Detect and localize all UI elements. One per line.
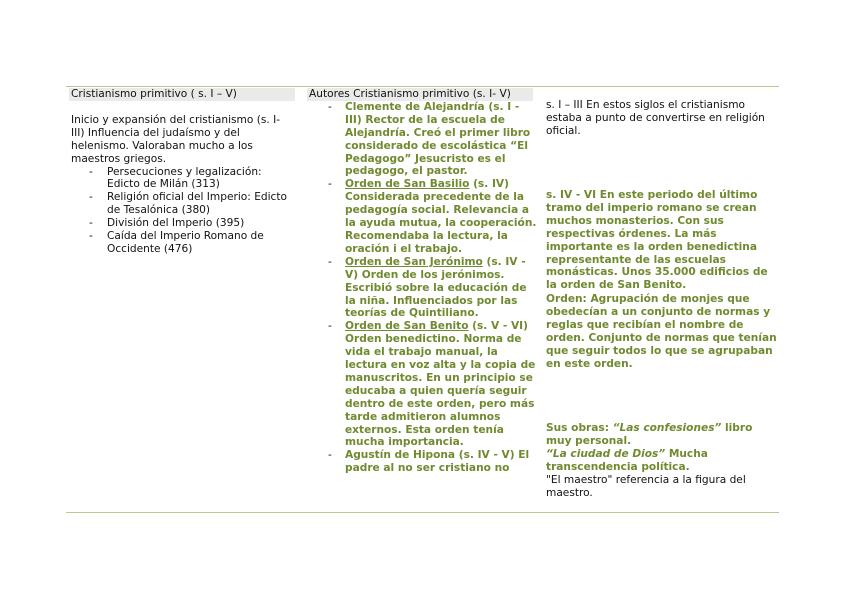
- author-description: El padre al no ser cristiano no: [345, 449, 530, 475]
- obra-ciudad-de-dios: “La ciudad de Dios”: [546, 447, 666, 460]
- author-item-agustin: [309, 449, 539, 475]
- events-list: [71, 166, 293, 256]
- el-maestro-paragraph: "El maestro" referencia a la figura del maestro.: [546, 473, 746, 499]
- obra-confesiones-note: libro muy personal.: [546, 422, 753, 447]
- author-period: (s. I - III): [345, 100, 520, 126]
- author-period: (s. IV): [469, 178, 509, 191]
- list-item: - Caída del Imperio Romano de Occidente (476): [71, 230, 293, 256]
- author-period: (s. IV - V): [455, 449, 519, 462]
- obra-confesiones: “Las confesiones”: [612, 422, 722, 434]
- authors-list: [309, 101, 539, 475]
- author-item-jeronimo: [309, 256, 539, 321]
- author-period: (s. IV - V): [345, 255, 526, 281]
- list-item: - División del Imperio (395): [71, 217, 293, 230]
- table-top-rule: [66, 86, 779, 87]
- column-context: [546, 99, 778, 499]
- column-header-autores: Autores Cristianismo primitivo (s. I- V): [307, 88, 533, 101]
- context-paragraph-s4-6: s. IV - VI En este periodo del último tramo del imperio romano se crean muchos monasterios. Con sus respectivas órdenes. La más importante es la orden benedictina representante de las escuelas monásticas. Unos 35.000 edificios de la orden de San Benito.: [546, 189, 768, 292]
- obras-prefix: Sus obras:: [546, 422, 613, 434]
- obra-ciudad-note: Mucha transcendencia política.: [546, 447, 708, 473]
- list-item: - Religión oficial del Imperio: Edicto de Tesalónica (380): [71, 191, 293, 217]
- author-description: Rector de la escuela de Alejandría. Creó el primer libro considerado de escolástica “El Pedagogo” Jesucristo es el pedagogo, el pastor.: [345, 113, 531, 178]
- author-item-clemente: [309, 101, 539, 178]
- column-header-cristianismo: Cristianismo primitivo ( s. I – V): [69, 88, 295, 101]
- author-period: (s. V - VI): [468, 320, 528, 333]
- author-name: Clemente de Alejandría: [345, 100, 485, 113]
- column-cristianismo-primitivo: [71, 88, 293, 256]
- author-description: Orden de los jerónimos. Escribió sobre la educación de la niña. Influenciados por las teorías de Quintiliano.: [345, 268, 527, 320]
- author-description: Considerada precedente de la pedagogía social. Relevancia a la ayuda mutua, la cooperación. Recomendaba la lectura, la oración i el trabajo.: [345, 191, 537, 255]
- table-bottom-rule: [66, 512, 779, 513]
- intro-paragraph: Inicio y expansión del cristianismo (s. I-III) Influencia del judaísmo y del helenismo. Valoraban mucho a los maestros griegos.: [71, 113, 281, 165]
- author-item-benito: [309, 320, 539, 449]
- list-item: - Persecuciones y legalización: Edicto de Milán (313): [71, 166, 293, 192]
- author-name: Orden de San Basilio: [345, 178, 470, 191]
- author-name: Orden de San Benito: [345, 320, 469, 333]
- author-name: Orden de San Jerónimo: [345, 255, 483, 268]
- author-name: Agustín de Hipona: [345, 449, 456, 462]
- author-description: Orden benedictino. Norma de vida el trabajo manual, la lectura en voz alta y la copia de manuscritos. En un principio se educaba a quien quería seguir dentro de este orden, pero más tarde admitieron alumnos externos. Esta orden tenía mucha importancia.: [345, 333, 536, 449]
- column-autores: [309, 88, 539, 475]
- author-item-basilio: [309, 178, 539, 255]
- orden-definition: Orden: Agrupación de monjes que obedecían a un conjunto de normas y reglas que recibían el nombre de orden. Conjunto de normas que tenían que seguir todos lo que se agrupaban en este orden.: [546, 293, 777, 370]
- obras-paragraph: [546, 422, 778, 474]
- context-paragraph-s1-3: s. I – III En estos siglos el cristianismo estaba a punto de convertirse en religión oficial.: [546, 99, 765, 137]
